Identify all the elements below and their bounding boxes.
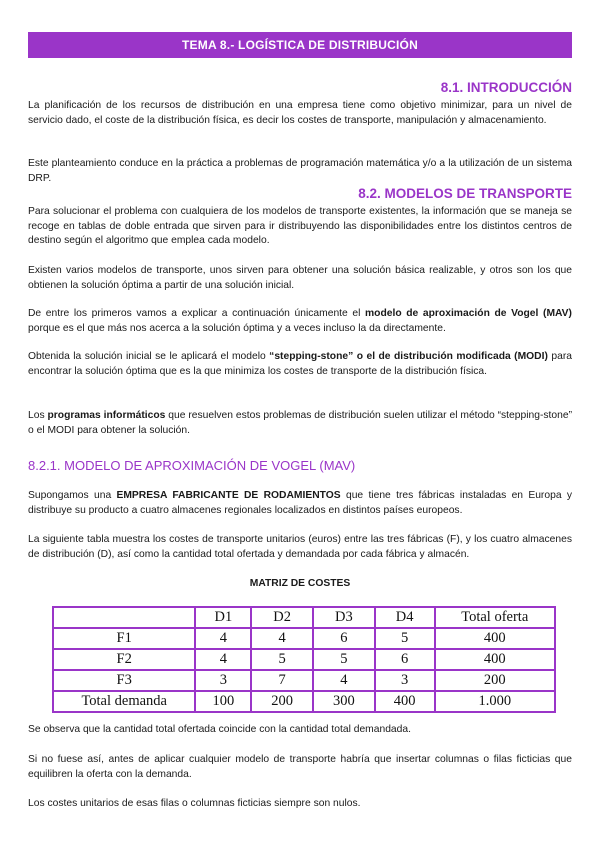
table-header-cell: Total oferta: [435, 607, 556, 628]
bold-term-empresa: EMPRESA FABRICANTE DE RODAMIENTOS: [116, 490, 341, 501]
text-run: que tiene tres fábricas instaladas en Europa y distribuye su producto a cuatro almacenes regionales localizados en distintos países europeos.: [28, 490, 572, 516]
table-header-cell: D3: [313, 607, 375, 628]
table-cell: 4: [195, 649, 251, 670]
text-run: para encontrar la solución óptima que es la que minimiza los costes de transporte de la distribución física.: [28, 351, 572, 377]
table-header-cell: [53, 607, 195, 628]
paragraph-transporte-5: [28, 409, 572, 438]
table-row-totals: [53, 691, 555, 712]
table-cell: F1: [53, 628, 195, 649]
table-cell: 300: [313, 691, 375, 712]
paragraph-transporte-1: Para solucionar el problema con cualquiera de los modelos de transporte existentes, la información que se maneja se recoge en tablas de doble entrada que sirven para ir distribuyendo las disponibilidades entre los distintos centros de destino según el algoritmo que emplea cada modelo.: [28, 206, 572, 246]
table-cell: 6: [313, 628, 375, 649]
text-run: Supongamos una: [28, 490, 117, 501]
text-run: Obtenida la solución inicial se le aplicará el modelo: [28, 351, 270, 362]
table-cell: 400: [375, 691, 435, 712]
paragraph-intro-1: La planificación de los recursos de distribución en una empresa tiene como objetivo minimizar, para un nivel de servicio dado, el coste de la distribución física, es decir los costes de transporte, manipulación y almacenamiento.: [28, 100, 572, 126]
text-run: De entre los primeros vamos a explicar a continuación únicamente el: [28, 308, 366, 319]
section-heading-modelos-transporte: 8.2. MODELOS DE TRANSPORTE: [358, 186, 572, 201]
table-cell: 100: [195, 691, 251, 712]
bold-term-programas: programas informáticos: [47, 410, 166, 421]
text-run: Los: [28, 410, 48, 421]
table-cell: 7: [251, 670, 313, 691]
paragraph-vogel-2: La siguiente tabla muestra los costes de transporte unitarios (euros) entre las tres fábricas (F), y los cuatro almacenes de distribución (D), así como la cantidad total ofertada y demandada por cada fábrica y almacén.: [28, 534, 572, 560]
table-cell: 400: [435, 628, 556, 649]
table-caption: MATRIZ DE COSTES: [249, 578, 351, 589]
paragraph-intro-2: Este planteamiento conduce en la práctica a problemas de programación matemática y/o a la utilización de un sistema DRP.: [28, 158, 572, 184]
table-header-row: [53, 607, 555, 628]
paragraph-vogel-3: Se observa que la cantidad total ofertada coincide con la cantidad total demandada.: [28, 724, 411, 735]
section-heading-introduccion: 8.1. INTRODUCCIÓN: [440, 80, 572, 95]
table-row: [53, 649, 555, 670]
paragraph-vogel-1: [28, 489, 572, 518]
table-header-cell: D2: [251, 607, 313, 628]
table-cell: 4: [195, 628, 251, 649]
table-header-cell: D1: [195, 607, 251, 628]
paragraph-transporte-2: Existen varios modelos de transporte, unos sirven para obtener una solución básica realizable, y otros son los que obtienen la solución óptima a partir de una solución inicial.: [28, 265, 572, 291]
subsection-heading-vogel: 8.2.1. MODELO DE APROXIMACIÓN DE VOGEL (MAV): [28, 458, 356, 473]
bold-term-modi: “stepping-stone” o el de distribución modificada (MODI): [269, 351, 548, 362]
page-title: TEMA 8.- LOGÍSTICA DE DISTRIBUCIÓN: [182, 38, 418, 52]
table-cell: 1.000: [435, 691, 556, 712]
table-cell: 5: [251, 649, 313, 670]
cost-matrix-table: [52, 606, 556, 713]
bold-term-mav: modelo de aproximación de Vogel (MAV): [365, 308, 572, 319]
table-row: [53, 628, 555, 649]
text-run: que resuelven estos problemas de distribución suelen utilizar el método “stepping-stone” o el MODI para obtener la solución.: [28, 410, 572, 436]
table-cell: F2: [53, 649, 195, 670]
paragraph-vogel-5: Los costes unitarios de esas filas o columnas ficticias siempre son nulos.: [28, 798, 361, 809]
table-cell: 4: [251, 628, 313, 649]
table-cell: Total demanda: [53, 691, 195, 712]
table-header-cell: D4: [375, 607, 435, 628]
table-cell: 4: [313, 670, 375, 691]
paragraph-transporte-3: [28, 307, 572, 336]
text-run: porque es el que más nos acerca a la solución óptima y a veces incluso la da directamente.: [28, 322, 446, 334]
table-cell: 200: [435, 670, 556, 691]
page-title-banner: [28, 32, 572, 58]
paragraph-transporte-4: [28, 350, 572, 379]
table-cell: 3: [375, 670, 435, 691]
table-cell: 5: [313, 649, 375, 670]
table-cell: 400: [435, 649, 556, 670]
table-cell: 200: [251, 691, 313, 712]
table-cell: 3: [195, 670, 251, 691]
table-row: [53, 670, 555, 691]
table-cell: 6: [375, 649, 435, 670]
table-cell: F3: [53, 670, 195, 691]
paragraph-vogel-4: Si no fuese así, antes de aplicar cualquier modelo de transporte habría que insertar columnas o filas ficticias que equilibren la oferta con la demanda.: [28, 754, 572, 780]
table-cell: 5: [375, 628, 435, 649]
